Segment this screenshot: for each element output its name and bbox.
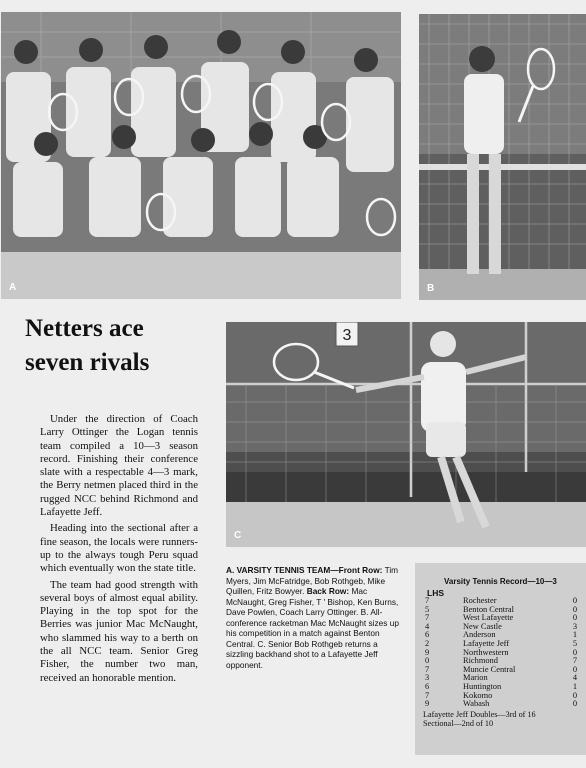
record-opponent: Northwestern [463,647,509,657]
caption-back-row-label: Back Row: [306,586,350,596]
body-paragraph: Under the direction of Coach Larry Ottinger the Logan tennis team compiled a 10—3 season record. Finishing their conference slate with a respectable 4—3 mark, the Berry netmen placed third in the rugged NCC behind Richmond and Lafayette Jeff. [40,413,198,519]
record-row [415,639,586,647]
record-opp-score: 0 [572,699,577,709]
body-paragraph: The team had good strength with several boys of almost equal ability. Playing in the top spot for the Berries was junior Mac McNaught, who slammed his way to a berth on the all NCC team. Senior Greg Fisher, the number two man, received an honorable mention. [40,578,198,684]
record-opponent: Benton Central [463,604,514,614]
body-paragraph: Heading into the sectional after a fine season, the locals were runners-up to the always tough Peru squad which eventually won the state title. [40,522,198,575]
record-opponent: West Lafayette [463,613,514,623]
record-opp-score: 0 [572,647,577,657]
caption-lead: A. VARSITY TENNIS TEAM—Front Row: [226,565,383,575]
record-row [415,699,586,707]
mcnaught-photo-image [419,14,586,300]
headline-line-1: Netters ace [25,315,144,342]
team-photo-image [1,12,401,299]
record-opp-score: 0 [572,613,577,623]
record-lhs-score: 4 [425,621,430,631]
record-opponent: Anderson [463,630,496,640]
record-lhs-score: 7 [425,596,430,605]
record-row [415,596,586,604]
article-body [40,413,198,688]
court-sign-number: 3 [342,327,352,344]
record-opp-score: 4 [572,673,577,683]
record-opp-score: 3 [572,621,577,631]
record-lhs-score: 9 [425,699,430,709]
record-opp-score: 0 [572,690,577,700]
record-row [415,648,586,656]
record-lhs-label: LHS [427,588,444,598]
record-lhs-score: 7 [425,664,430,674]
photo-label-a: A [9,282,17,293]
record-row [415,622,586,630]
record-opponent: Richmond [463,656,498,666]
caption-back-row: Mac McNaught, Greg Fisher, T ' Bishop, Ken Burns, Dave Powlen, Coach Larry Ottinger. [226,586,399,617]
record-opponent: Muncie Central [463,664,516,674]
record-lhs-score: 2 [425,639,430,648]
record-footnote: Lafayette Jeff Doubles—3rd of 16 [423,709,536,719]
record-lhs-score: 7 [425,613,430,623]
record-opp-score: 0 [572,596,577,605]
record-lhs-score: 9 [425,647,430,657]
mcnaught-photo [419,14,586,300]
record-opp-score: 1 [572,682,577,691]
record-opp-score: 7 [572,656,577,666]
photo-caption [226,565,402,670]
record-opp-score: 1 [572,630,577,640]
team-photo [1,12,401,299]
record-opponent: Huntington [463,682,502,691]
record-opponent: Marion [463,673,488,683]
record-lhs-score: 7 [425,690,430,700]
caption-c: C. Senior Bob Rothgeb returns a sizzling backhand shot to a Lafayette Jeff opponent. [226,638,378,670]
record-lhs-score: 5 [425,604,430,614]
rothgeb-photo [226,322,586,547]
record-row [415,605,586,613]
caption-b: B. All-conference racketman Mac McNaught sizes up his competition in a match against Benton Central. [226,607,399,649]
record-opp-score: 0 [572,664,577,674]
rothgeb-photo-image [226,322,586,547]
record-opponent: Lafayette Jeff [463,639,510,648]
photo-label-b: B [427,283,435,294]
record-row [415,673,586,681]
record-footnote: Sectional—2nd of 10 [423,718,494,728]
record-row [415,656,586,664]
record-row [415,630,586,638]
record-row [415,665,586,673]
caption-front-row: Tim Myers, Jim McFatridge, Bob Rothgeb, Mike Quillen, Fritz Bowyer. [226,565,399,596]
record-row [415,613,586,621]
headline [25,312,215,380]
headline-line-2: seven rivals [25,348,150,376]
record-lhs-score: 3 [425,673,430,683]
photo-label-c: C [234,530,242,541]
season-record-box [415,563,586,755]
record-opponent: Rochester [463,596,497,605]
record-opponent: Kokomo [463,690,493,700]
record-lhs-score: 6 [425,630,430,640]
record-row [415,682,586,690]
record-opp-score: 0 [572,604,577,614]
record-opponent: Wabash [463,699,490,709]
record-opp-score: 5 [572,639,577,648]
record-lhs-score: 0 [425,656,430,666]
record-lhs-score: 6 [425,682,430,691]
record-row [415,691,586,699]
record-opponent: New Castle [463,621,502,631]
record-title: Varsity Tennis Record—10—3 [444,577,557,586]
